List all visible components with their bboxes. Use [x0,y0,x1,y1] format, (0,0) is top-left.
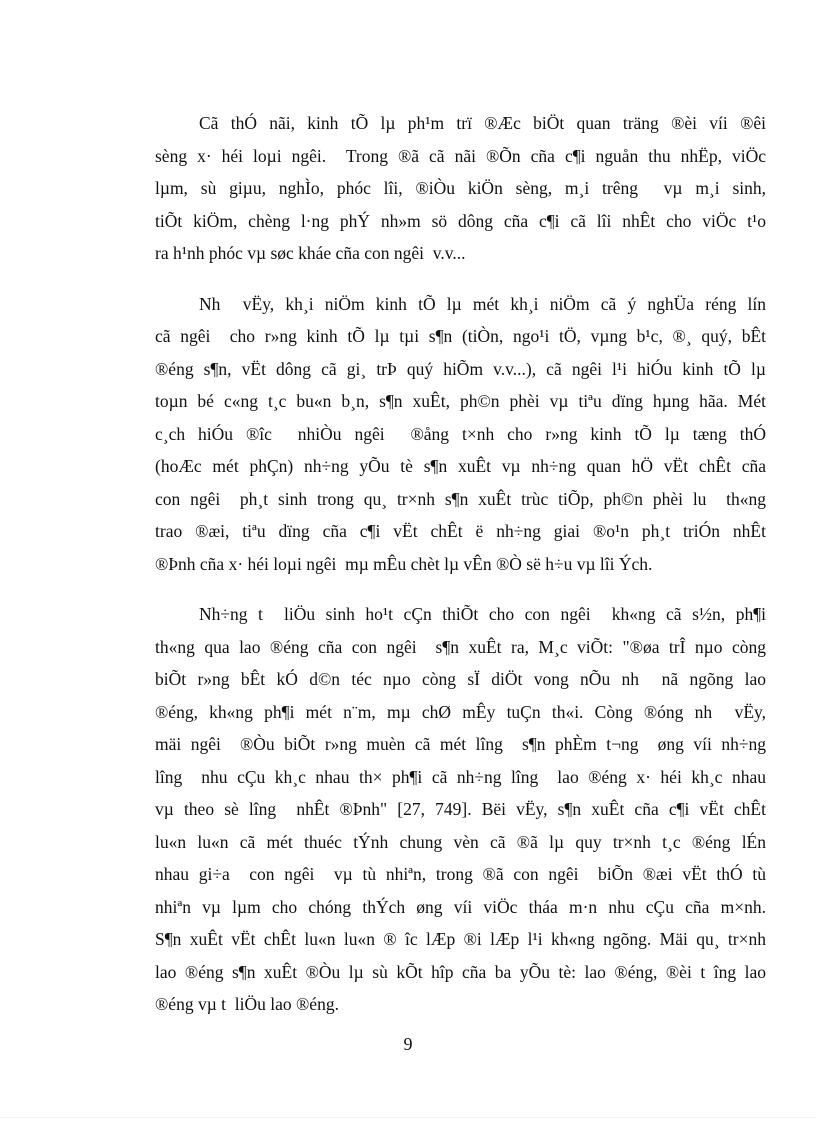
page-bottom-edge [0,1117,816,1118]
text-line: tiÕt kiÖm, chèng l·ng phÝ nh»m sö dông cña c¶i cã lîi nhÊt cho viÖc t¹o [155,210,766,231]
text-line: Nh÷ng t liÖu sinh ho¹t cÇn thiÕt cho con ngêi kh«ng cã s½n, ph¶i [199,604,766,624]
paragraph-3 [155,598,766,1021]
text-line: nhau gi÷a con ngêi vµ tù nhiªn, trong ®ã con ngêi biÕn ®æi vËt thÓ tù [155,864,766,884]
text-line: ®éng s¶n, vËt dông cã gi¸ trÞ quý hiÕm v.v...), cã ngêi l¹i hiÓu kinh tÕ lµ [155,358,766,379]
text-line: trao ®æi, tiªu dïng cña c¶i vËt chÊt ë nh÷ng giai ®o¹n ph¸t triÓn nhÊt [155,521,766,541]
text-line: ®éng, kh«ng ph¶i mét n¨m, mµ chØ mÊy tuÇn th«i. Còng ®óng nh vËy, [155,701,766,722]
text-line: nhiªn vµ lµm cho chóng thÝch øng víi viÖc tháa m·n nhu cÇu cña m×nh. [155,896,766,917]
paragraph-1 [155,107,766,270]
text-line: vµ theo sè lîng nhÊt ®Þnh" [27, 749]. Bëi vËy, s¶n xuÊt cña c¶i vËt chÊt [155,799,766,819]
text-line: ®éng vµ t liÖu lao ®éng. [155,994,339,1014]
text-line: lµm, sù giµu, nghÌo, phóc lîi, ®iÒu kiÖn sèng, m¸i trêng vµ m¸i sinh, [155,178,766,198]
page-number: 9 [403,1034,413,1054]
text-line: ®Þnh cña x· héi loµi ngêi mµ mÊu chèt lµ vÊn ®Ò së h÷u vµ lîi Ých. [155,553,653,574]
text-line: ra h¹nh phóc vµ søc kháe cña con ngêi v.v... [155,243,466,263]
text-line: Nh vËy, kh¸i niÖm kinh tÕ lµ mét kh¸i niÖm cã ý nghÜa réng lín [199,293,766,314]
text-line: mäi ngêi ®Òu biÕt r»ng muèn cã mét lîng s¶n phÈm t¬ng øng víi nh÷ng [155,734,766,754]
text-line: lîng nhu cÇu kh¸c nhau th× ph¶i cã nh÷ng lîng lao ®éng x· héi kh¸c nhau [155,766,766,787]
text-line: sèng x· héi loµi ngêi. Trong ®ã cã nãi ®Õn cña c¶i nguån thu nhËp, viÖc [155,145,766,166]
text-line: lao ®éng s¶n xuÊt ®Òu lµ sù kÕt hîp cña ba yÕu tè: lao ®éng, ®èi t îng lao [155,961,766,982]
text-line: con ngêi ph¸t sinh trong qu¸ tr×nh s¶n xuÊt trùc tiÕp, ph©n phèi lu th«ng [155,488,766,509]
text-line: Cã thÓ nãi, kinh tÕ lµ ph¹m trï ®Æc biÖt quan träng ®èi víi ®êi [199,113,766,133]
text-line: toµn bé c«ng t¸c bu«n b¸n, s¶n xuÊt, ph©n phèi vµ tiªu dïng hµng hãa. Mét [155,391,766,411]
paragraph-2 [155,288,766,581]
text-line: cã ngêi cho r»ng kinh tÕ lµ tµi s¶n (tiÒn, ngo¹i tÖ, vµng b¹c, ®¸ quý, bÊt [155,326,766,346]
body-text [155,107,766,1039]
text-line: S¶n xuÊt vËt chÊt lu«n lu«n ® îc lÆp ®i lÆp l¹i kh«ng ngõng. Mäi qu¸ tr×nh [155,929,766,949]
text-line: biÕt r»ng bÊt kÓ d©n téc nµo còng sÏ diÖt vong nÕu nh nã ngõng lao [155,669,766,689]
text-line: lu«n lu«n cã mét thuéc tÝnh chung vèn cã ®ã lµ quy tr×nh t¸c ®éng lÉn [155,831,766,852]
text-line: (hoÆc mét phÇn) nh÷ng yÕu tè s¶n xuÊt vµ nh÷ng quan hÖ vËt chÊt cña [155,456,766,476]
text-line: c¸ch hiÓu ®îc nhiÒu ngêi ®ång t×nh cho r»ng kinh tÕ lµ tæng thÓ [155,423,766,444]
text-line: th«ng qua lao ®éng cña con ngêi s¶n xuÊt ra, M¸c viÕt: "®øa trÎ nµo còng [155,636,766,657]
